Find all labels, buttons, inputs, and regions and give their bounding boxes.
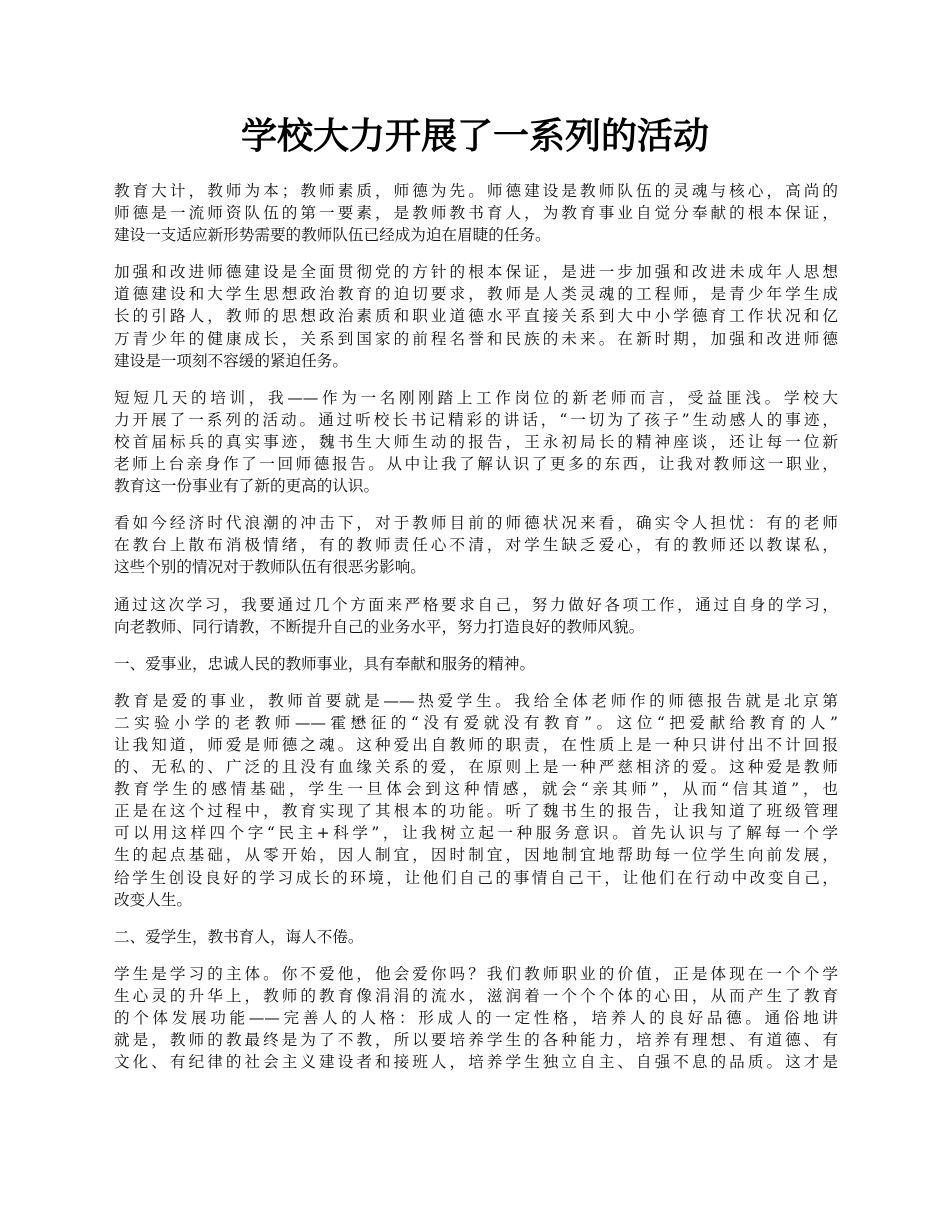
text-line: 二、爱学生，教书育人，诲人不倦。	[114, 927, 364, 946]
text-line: 一、爱事业，忠诚人民的教师事业，具有奉献和服务的精神。	[114, 654, 536, 673]
text-line: 给学生创设良好的学习成长的环境，让他们自己的事情自己干，让他们在行动中改变自己，	[114, 868, 838, 887]
text-line: 可以用这样四个字“民主+科学”，让我树立起一种服务意识。首先认识与了解每一个学	[114, 824, 838, 843]
paragraph-3	[114, 387, 838, 497]
text-line: 向老教师、同行请教，不断提升自己的业务水平，努力打造良好的教师风貌。	[114, 617, 645, 636]
text-line: 长的引路人，教师的思想政治素质和职业道德水平直接关系到大中小学德育工作状况和亿	[114, 307, 838, 326]
paragraph-5	[114, 594, 838, 638]
text-line: 在教台上散布消极情绪，有的教师责任心不清，对学生缺乏爱心，有的教师还以教谋私，	[114, 536, 838, 555]
text-line: 短短几天的培训，我——作为一名刚刚踏上工作岗位的新老师而言，受益匪浅。学校大	[114, 388, 838, 407]
text-line: 让我知道，师爱是师德之魂。这种爱出自教师的职责，在性质上是一种只讲付出不计回报	[114, 735, 838, 754]
text-line: 教育学生的感情基础，学生一旦体会到这种情感，就会“亲其师”，从而“信其道”，也	[114, 780, 838, 799]
text-line: 生心灵的升华上，教师的教育像涓涓的流水，滋润着一个个个体的心田，从而产生了教育	[114, 986, 838, 1005]
text-line: 通过这次学习，我要通过几个方面来严格要求自己，努力做好各项工作，通过自身的学习，	[114, 595, 838, 614]
paragraph-7	[114, 963, 838, 1073]
text-line: 力开展了一系列的活动。通过听校长书记精彩的讲话，“一切为了孩子”生动感人的事迹，	[114, 410, 838, 429]
document-body	[114, 180, 838, 1088]
text-line: 道德建设和大学生思想政治教育的迫切要求，教师是人类灵魂的工程师，是青少年学生成	[114, 285, 838, 304]
text-line: 文化、有纪律的社会主义建设者和接班人，培养学生独立自主、自强不息的品质。这才是	[114, 1053, 838, 1072]
text-line: 正是在这个过程中，教育实现了其根本的功能。听了魏书生的报告，让我知道了班级管理	[114, 802, 838, 821]
text-line: 建设是一项刻不容缓的紧迫任务。	[114, 351, 348, 370]
paragraph-1	[114, 180, 838, 246]
text-line: 加强和改进师德建设是全面贯彻党的方针的根本保证，是进一步加强和改进未成年人思想	[114, 263, 838, 282]
text-line: 就是，教师的教最终是为了不教，所以要培养学生的各种能力，培养有理想、有道德、有	[114, 1031, 838, 1050]
text-line: 这些个别的情况对于教师队伍有很恶劣影响。	[114, 558, 426, 577]
document-title: 学校大力开展了一系列的活动	[240, 115, 709, 157]
text-line: 校首届标兵的真实事迹，魏书生大师生动的报告，王永初局长的精神座谈，还让每一位新	[114, 432, 838, 451]
text-line: 万青少年的健康成长，关系到国家的前程名誉和民族的未来。在新时期，加强和改进师德	[114, 329, 838, 348]
paragraph-4	[114, 512, 838, 578]
section-heading-2	[114, 926, 838, 948]
text-line: 改变人生。	[114, 890, 192, 909]
text-line: 二实验小学的老教师——霍懋征的“没有爱就没有教育”。这位“把爱献给教育的人”	[114, 713, 838, 732]
text-line: 教育这一份事业有了新的更高的认识。	[114, 477, 380, 496]
text-line: 看如今经济时代浪潮的冲击下，对于教师目前的师德状况来看，确实令人担忧：有的老师	[114, 514, 838, 533]
text-line: 生的起点基础，从零开始，因人制宜，因时制宜，因地制宜地帮助每一位学生向前发展，	[114, 846, 838, 865]
paragraph-6	[114, 690, 838, 911]
text-line: 教育大计，教师为本；教师素质，师德为先。师德建设是教师队伍的灵魂与核心，高尚的	[114, 182, 838, 200]
text-line: 学生是学习的主体。你不爱他，他会爱你吗？我们教师职业的价值，正是体现在一个个学	[114, 964, 838, 983]
text-line: 教育是爱的事业，教师首要就是——热爱学生。我给全体老师作的师德报告就是北京第	[114, 691, 838, 710]
section-heading-1	[114, 653, 838, 675]
text-line: 师德是一流师资队伍的第一要素，是教师教书育人，为教育事业自觉分奉献的根本保证，	[114, 204, 838, 223]
text-line: 的、无私的、广泛的且没有血缘关系的爱，在原则上是一种严慈相济的爱。这种爱是教师	[114, 758, 838, 777]
text-line: 老师上台亲身作了一回师德报告。从中让我了解认识了更多的东西，让我对教师这一职业，	[114, 455, 838, 474]
text-line: 的个体发展功能——完善人的人格：形成人的一定性格，培养人的良好品德。通俗地讲	[114, 1009, 838, 1027]
paragraph-2	[114, 261, 838, 371]
text-line: 建设一支适应新形势需要的教师队伍已经成为迫在眉睫的任务。	[114, 226, 551, 245]
